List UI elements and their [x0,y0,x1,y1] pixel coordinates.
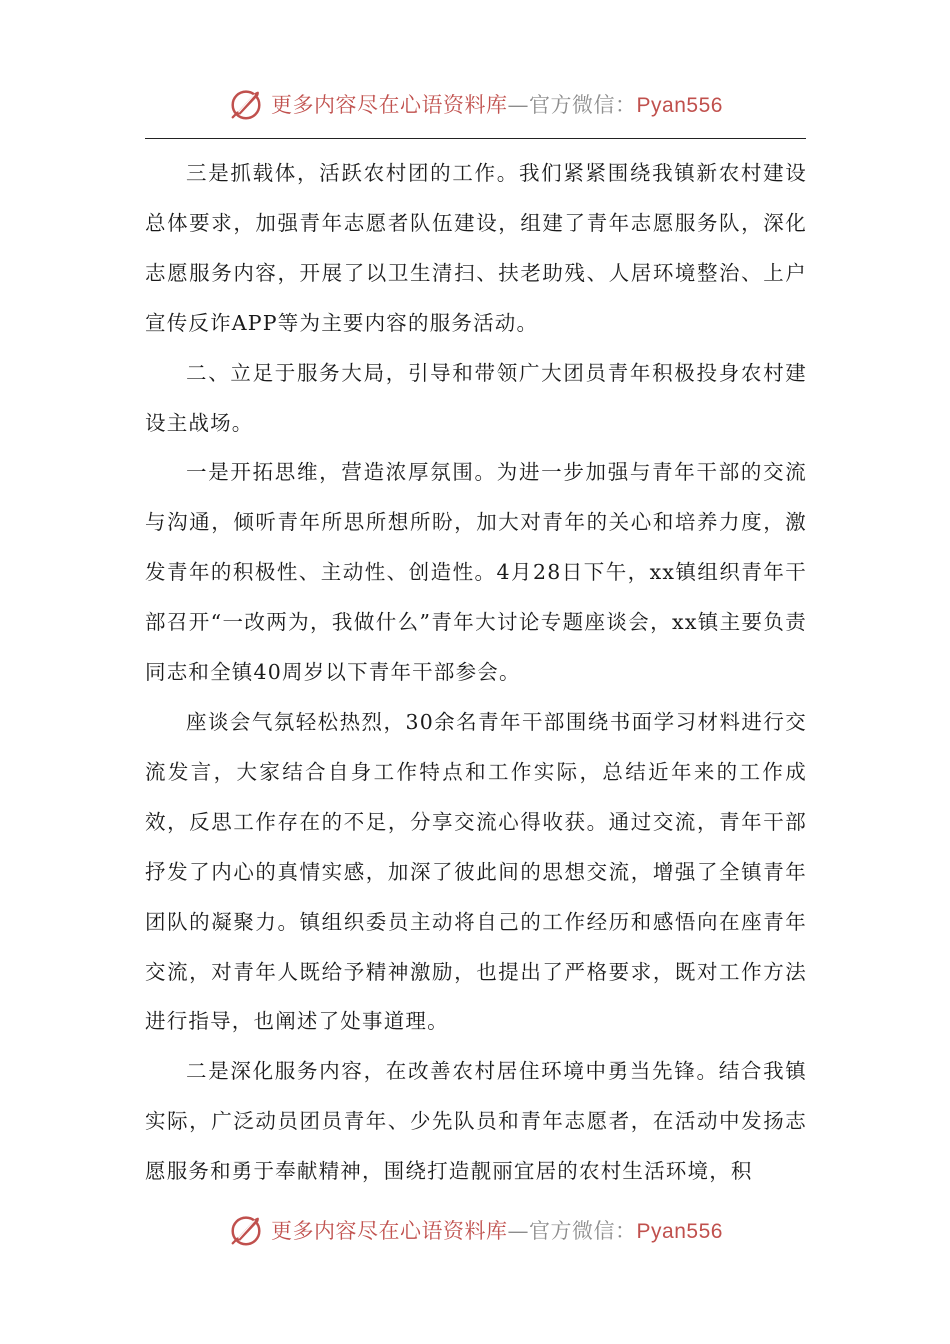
footer-banner-sub: 官方微信： [529,1219,637,1243]
header-divider [145,138,806,139]
header-banner-sub: 官方微信： [529,93,637,117]
document-body [145,149,807,1197]
paragraph: 二、立足于服务大局，引导和带领广大团员青年积极投身农村建设主战场。 [145,360,807,435]
paragraph: 三是抓载体，活跃农村团的工作。我们紧紧围绕我镇新农村建设总体要求，加强青年志愿者队伍建设，组建了青年志愿服务队，深化志愿服务内容，开展了以卫生清扫、扶老助残、人居环境整治、上户宣传反诈APP等为主要内容的服务活动。 [145,161,807,335]
footer-banner-dash: — [507,1219,530,1243]
paragraph: 座谈会气氛轻松热烈，30余名青年干部围绕书面学习材料进行交流发言，大家结合自身工作特点和工作实际，总结近年来的工作成效，反思工作存在的不足，分享交流心得收获。通过交流，青年干部抒发了内心的真情实感，加深了彼此间的思想交流，增强了全镇青年团队的凝聚力。镇组织委员主动将自己的工作经历和感悟向在座青年交流，对青年人既给予精神激励，也提出了严格要求，既对工作方法进行指导，也阐述了处事道理。 [145,709,807,1034]
header-banner-dash: — [507,93,530,117]
footer-banner-main: 更多内容尽在心语资料库 [271,1219,508,1243]
header-wechat-id: Pyan556 [636,94,723,117]
footer-banner [0,1208,950,1252]
quill-pen-icon [227,1211,265,1249]
header-banner [0,82,950,126]
footer-banner-text [271,1215,723,1245]
paragraph: 一是开拓思维，营造浓厚氛围。为进一步加强与青年干部的交流与沟通，倾听青年所思所想所盼，加大对青年的关心和培养力度，激发青年的积极性、主动性、创造性。4月28日下午，xx镇组织青年干部召开“一改两为，我做什么”青年大讨论专题座谈会，xx镇主要负责同志和全镇40周岁以下青年干部参会。 [145,460,807,685]
paragraph: 二是深化服务内容，在改善农村居住环境中勇当先锋。结合我镇实际，广泛动员团员青年、少先队员和青年志愿者，在活动中发扬志愿服务和勇于奉献精神，围绕打造靓丽宜居的农村生活环境，积 [145,1059,807,1184]
header-banner-main: 更多内容尽在心语资料库 [271,93,508,117]
header-banner-text [271,89,723,119]
footer-wechat-id: Pyan556 [636,1220,723,1243]
quill-pen-icon [227,85,265,123]
